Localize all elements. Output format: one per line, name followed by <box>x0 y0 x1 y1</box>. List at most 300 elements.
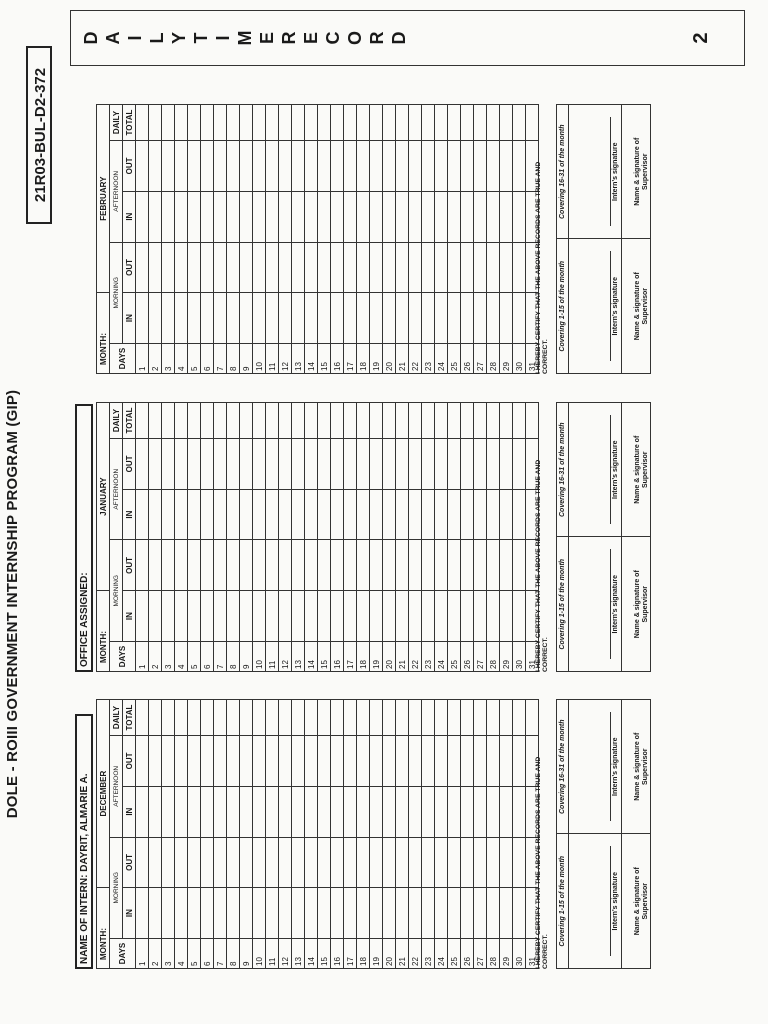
morning-in-cell[interactable] <box>175 591 188 642</box>
morning-out-cell[interactable] <box>292 242 305 293</box>
morning-out-cell[interactable] <box>344 540 357 591</box>
morning-in-cell[interactable] <box>422 591 435 642</box>
afternoon-out-cell[interactable] <box>162 141 175 192</box>
afternoon-in-cell[interactable] <box>136 489 149 540</box>
morning-in-cell[interactable] <box>448 888 461 939</box>
daily-total-cell[interactable] <box>279 403 292 439</box>
morning-in-cell[interactable] <box>188 888 201 939</box>
daily-total-cell[interactable] <box>175 403 188 439</box>
afternoon-out-cell[interactable] <box>383 141 396 192</box>
morning-out-cell[interactable] <box>383 242 396 293</box>
morning-out-cell[interactable] <box>214 837 227 888</box>
morning-in-cell[interactable] <box>513 888 526 939</box>
afternoon-out-cell[interactable] <box>240 141 253 192</box>
daily-total-cell[interactable] <box>435 700 448 736</box>
afternoon-in-cell[interactable] <box>214 489 227 540</box>
afternoon-out-cell[interactable] <box>500 736 513 787</box>
morning-in-cell[interactable] <box>461 293 474 344</box>
afternoon-out-cell[interactable] <box>331 736 344 787</box>
daily-total-cell[interactable] <box>240 105 253 141</box>
morning-in-cell[interactable] <box>500 888 513 939</box>
afternoon-out-cell[interactable] <box>149 439 162 490</box>
afternoon-out-cell[interactable] <box>162 439 175 490</box>
afternoon-in-cell[interactable] <box>149 489 162 540</box>
daily-total-cell[interactable] <box>513 403 526 439</box>
daily-total-cell[interactable] <box>266 105 279 141</box>
morning-out-cell[interactable] <box>201 242 214 293</box>
daily-total-cell[interactable] <box>487 403 500 439</box>
daily-total-cell[interactable] <box>279 700 292 736</box>
afternoon-in-cell[interactable] <box>136 786 149 837</box>
morning-in-cell[interactable] <box>513 293 526 344</box>
morning-out-cell[interactable] <box>162 837 175 888</box>
morning-in-cell[interactable] <box>214 888 227 939</box>
daily-total-cell[interactable] <box>292 105 305 141</box>
morning-out-cell[interactable] <box>383 540 396 591</box>
daily-total-cell[interactable] <box>448 403 461 439</box>
daily-total-cell[interactable] <box>357 403 370 439</box>
morning-out-cell[interactable] <box>461 242 474 293</box>
daily-total-cell[interactable] <box>149 403 162 439</box>
morning-out-cell[interactable] <box>201 837 214 888</box>
afternoon-out-cell[interactable] <box>305 736 318 787</box>
afternoon-out-cell[interactable] <box>435 141 448 192</box>
morning-in-cell[interactable] <box>266 888 279 939</box>
afternoon-in-cell[interactable] <box>149 786 162 837</box>
afternoon-out-cell[interactable] <box>487 439 500 490</box>
afternoon-in-cell[interactable] <box>344 191 357 242</box>
afternoon-out-cell[interactable] <box>487 141 500 192</box>
afternoon-out-cell[interactable] <box>292 736 305 787</box>
afternoon-in-cell[interactable] <box>253 191 266 242</box>
morning-in-cell[interactable] <box>409 591 422 642</box>
afternoon-in-cell[interactable] <box>422 191 435 242</box>
morning-out-cell[interactable] <box>461 540 474 591</box>
afternoon-in-cell[interactable] <box>487 489 500 540</box>
morning-out-cell[interactable] <box>370 242 383 293</box>
morning-in-cell[interactable] <box>279 591 292 642</box>
daily-total-cell[interactable] <box>149 700 162 736</box>
morning-out-cell[interactable] <box>162 242 175 293</box>
afternoon-out-cell[interactable] <box>175 439 188 490</box>
morning-out-cell[interactable] <box>149 242 162 293</box>
morning-in-cell[interactable] <box>474 888 487 939</box>
afternoon-out-cell[interactable] <box>435 736 448 787</box>
afternoon-in-cell[interactable] <box>188 191 201 242</box>
morning-out-cell[interactable] <box>383 837 396 888</box>
afternoon-out-cell[interactable] <box>201 439 214 490</box>
morning-in-cell[interactable] <box>357 591 370 642</box>
afternoon-out-cell[interactable] <box>292 141 305 192</box>
daily-total-cell[interactable] <box>136 105 149 141</box>
daily-total-cell[interactable] <box>422 700 435 736</box>
morning-out-cell[interactable] <box>240 540 253 591</box>
afternoon-out-cell[interactable] <box>422 736 435 787</box>
afternoon-in-cell[interactable] <box>175 786 188 837</box>
morning-out-cell[interactable] <box>266 540 279 591</box>
intern-signature-box[interactable] <box>569 834 622 969</box>
supervisor-signature-box[interactable] <box>622 834 651 969</box>
afternoon-out-cell[interactable] <box>227 439 240 490</box>
daily-total-cell[interactable] <box>513 105 526 141</box>
morning-out-cell[interactable] <box>513 837 526 888</box>
daily-total-cell[interactable] <box>240 700 253 736</box>
afternoon-out-cell[interactable] <box>253 439 266 490</box>
afternoon-out-cell[interactable] <box>305 439 318 490</box>
afternoon-in-cell[interactable] <box>227 786 240 837</box>
afternoon-in-cell[interactable] <box>331 489 344 540</box>
afternoon-in-cell[interactable] <box>357 191 370 242</box>
daily-total-cell[interactable] <box>500 105 513 141</box>
morning-out-cell[interactable] <box>214 242 227 293</box>
afternoon-out-cell[interactable] <box>461 141 474 192</box>
daily-total-cell[interactable] <box>214 105 227 141</box>
afternoon-out-cell[interactable] <box>383 736 396 787</box>
afternoon-in-cell[interactable] <box>409 786 422 837</box>
afternoon-out-cell[interactable] <box>461 736 474 787</box>
morning-out-cell[interactable] <box>292 540 305 591</box>
morning-in-cell[interactable] <box>279 888 292 939</box>
daily-total-cell[interactable] <box>227 403 240 439</box>
morning-in-cell[interactable] <box>435 293 448 344</box>
afternoon-in-cell[interactable] <box>357 786 370 837</box>
morning-out-cell[interactable] <box>240 837 253 888</box>
morning-in-cell[interactable] <box>240 888 253 939</box>
morning-in-cell[interactable] <box>305 293 318 344</box>
afternoon-out-cell[interactable] <box>188 439 201 490</box>
afternoon-out-cell[interactable] <box>266 736 279 787</box>
afternoon-in-cell[interactable] <box>422 786 435 837</box>
morning-in-cell[interactable] <box>292 293 305 344</box>
afternoon-out-cell[interactable] <box>253 141 266 192</box>
morning-in-cell[interactable] <box>461 888 474 939</box>
afternoon-in-cell[interactable] <box>448 489 461 540</box>
daily-total-cell[interactable] <box>240 403 253 439</box>
morning-out-cell[interactable] <box>461 837 474 888</box>
afternoon-in-cell[interactable] <box>344 489 357 540</box>
intern-signature-box[interactable] <box>569 239 622 374</box>
morning-out-cell[interactable] <box>279 242 292 293</box>
morning-out-cell[interactable] <box>279 837 292 888</box>
morning-in-cell[interactable] <box>383 591 396 642</box>
supervisor-signature-box[interactable] <box>622 105 651 240</box>
morning-in-cell[interactable] <box>149 888 162 939</box>
morning-out-cell[interactable] <box>279 540 292 591</box>
daily-total-cell[interactable] <box>305 700 318 736</box>
morning-in-cell[interactable] <box>188 591 201 642</box>
morning-in-cell[interactable] <box>136 888 149 939</box>
afternoon-in-cell[interactable] <box>292 786 305 837</box>
afternoon-in-cell[interactable] <box>318 191 331 242</box>
morning-in-cell[interactable] <box>227 888 240 939</box>
daily-total-cell[interactable] <box>318 105 331 141</box>
afternoon-out-cell[interactable] <box>227 736 240 787</box>
afternoon-in-cell[interactable] <box>331 786 344 837</box>
morning-out-cell[interactable] <box>162 540 175 591</box>
daily-total-cell[interactable] <box>396 700 409 736</box>
morning-in-cell[interactable] <box>240 293 253 344</box>
daily-total-cell[interactable] <box>188 403 201 439</box>
morning-in-cell[interactable] <box>370 888 383 939</box>
afternoon-in-cell[interactable] <box>175 489 188 540</box>
supervisor-signature-box[interactable] <box>622 403 651 538</box>
afternoon-in-cell[interactable] <box>240 489 253 540</box>
morning-in-cell[interactable] <box>318 888 331 939</box>
morning-in-cell[interactable] <box>409 293 422 344</box>
morning-out-cell[interactable] <box>214 540 227 591</box>
afternoon-out-cell[interactable] <box>279 439 292 490</box>
morning-in-cell[interactable] <box>175 293 188 344</box>
morning-in-cell[interactable] <box>396 591 409 642</box>
morning-in-cell[interactable] <box>136 293 149 344</box>
morning-out-cell[interactable] <box>370 540 383 591</box>
afternoon-in-cell[interactable] <box>448 191 461 242</box>
daily-total-cell[interactable] <box>201 403 214 439</box>
afternoon-in-cell[interactable] <box>370 191 383 242</box>
afternoon-out-cell[interactable] <box>188 141 201 192</box>
daily-total-cell[interactable] <box>227 700 240 736</box>
morning-out-cell[interactable] <box>422 242 435 293</box>
morning-out-cell[interactable] <box>409 837 422 888</box>
afternoon-in-cell[interactable] <box>279 786 292 837</box>
afternoon-in-cell[interactable] <box>240 786 253 837</box>
afternoon-out-cell[interactable] <box>396 736 409 787</box>
morning-in-cell[interactable] <box>344 591 357 642</box>
daily-total-cell[interactable] <box>409 700 422 736</box>
afternoon-in-cell[interactable] <box>201 191 214 242</box>
afternoon-in-cell[interactable] <box>201 489 214 540</box>
afternoon-in-cell[interactable] <box>383 786 396 837</box>
daily-total-cell[interactable] <box>331 105 344 141</box>
afternoon-out-cell[interactable] <box>409 141 422 192</box>
afternoon-out-cell[interactable] <box>253 736 266 787</box>
afternoon-in-cell[interactable] <box>422 489 435 540</box>
afternoon-in-cell[interactable] <box>266 489 279 540</box>
afternoon-in-cell[interactable] <box>305 191 318 242</box>
morning-out-cell[interactable] <box>435 837 448 888</box>
afternoon-out-cell[interactable] <box>474 439 487 490</box>
afternoon-out-cell[interactable] <box>227 141 240 192</box>
afternoon-in-cell[interactable] <box>175 191 188 242</box>
morning-in-cell[interactable] <box>188 293 201 344</box>
afternoon-in-cell[interactable] <box>136 191 149 242</box>
afternoon-in-cell[interactable] <box>435 191 448 242</box>
daily-total-cell[interactable] <box>526 700 539 736</box>
afternoon-in-cell[interactable] <box>227 489 240 540</box>
morning-out-cell[interactable] <box>292 837 305 888</box>
morning-out-cell[interactable] <box>396 242 409 293</box>
morning-in-cell[interactable] <box>266 293 279 344</box>
morning-in-cell[interactable] <box>396 293 409 344</box>
daily-total-cell[interactable] <box>435 403 448 439</box>
morning-in-cell[interactable] <box>383 293 396 344</box>
morning-out-cell[interactable] <box>253 837 266 888</box>
morning-in-cell[interactable] <box>175 888 188 939</box>
morning-out-cell[interactable] <box>448 540 461 591</box>
daily-total-cell[interactable] <box>513 700 526 736</box>
morning-in-cell[interactable] <box>409 888 422 939</box>
afternoon-in-cell[interactable] <box>396 489 409 540</box>
afternoon-out-cell[interactable] <box>331 141 344 192</box>
morning-in-cell[interactable] <box>149 293 162 344</box>
morning-out-cell[interactable] <box>422 540 435 591</box>
daily-total-cell[interactable] <box>474 700 487 736</box>
morning-in-cell[interactable] <box>448 293 461 344</box>
morning-in-cell[interactable] <box>201 888 214 939</box>
afternoon-in-cell[interactable] <box>500 786 513 837</box>
morning-out-cell[interactable] <box>474 540 487 591</box>
afternoon-out-cell[interactable] <box>409 736 422 787</box>
daily-total-cell[interactable] <box>136 700 149 736</box>
afternoon-out-cell[interactable] <box>136 439 149 490</box>
afternoon-in-cell[interactable] <box>253 786 266 837</box>
afternoon-out-cell[interactable] <box>448 141 461 192</box>
afternoon-out-cell[interactable] <box>383 439 396 490</box>
supervisor-signature-box[interactable] <box>622 537 651 672</box>
intern-signature-box[interactable] <box>569 105 622 240</box>
morning-out-cell[interactable] <box>500 242 513 293</box>
afternoon-in-cell[interactable] <box>513 191 526 242</box>
morning-out-cell[interactable] <box>396 540 409 591</box>
morning-in-cell[interactable] <box>136 591 149 642</box>
afternoon-in-cell[interactable] <box>344 786 357 837</box>
afternoon-out-cell[interactable] <box>474 141 487 192</box>
afternoon-out-cell[interactable] <box>201 736 214 787</box>
morning-in-cell[interactable] <box>331 888 344 939</box>
daily-total-cell[interactable] <box>253 105 266 141</box>
morning-in-cell[interactable] <box>201 591 214 642</box>
afternoon-out-cell[interactable] <box>357 736 370 787</box>
afternoon-out-cell[interactable] <box>175 141 188 192</box>
afternoon-in-cell[interactable] <box>201 786 214 837</box>
afternoon-in-cell[interactable] <box>396 786 409 837</box>
supervisor-signature-box[interactable] <box>622 239 651 374</box>
afternoon-in-cell[interactable] <box>279 489 292 540</box>
morning-out-cell[interactable] <box>266 837 279 888</box>
daily-total-cell[interactable] <box>175 700 188 736</box>
daily-total-cell[interactable] <box>344 700 357 736</box>
daily-total-cell[interactable] <box>266 403 279 439</box>
afternoon-in-cell[interactable] <box>188 786 201 837</box>
morning-out-cell[interactable] <box>188 242 201 293</box>
afternoon-out-cell[interactable] <box>474 736 487 787</box>
afternoon-in-cell[interactable] <box>162 786 175 837</box>
morning-out-cell[interactable] <box>227 540 240 591</box>
morning-in-cell[interactable] <box>279 293 292 344</box>
morning-out-cell[interactable] <box>344 242 357 293</box>
daily-total-cell[interactable] <box>383 403 396 439</box>
morning-in-cell[interactable] <box>344 293 357 344</box>
intern-signature-box[interactable] <box>569 700 622 835</box>
morning-in-cell[interactable] <box>292 888 305 939</box>
daily-total-cell[interactable] <box>526 105 539 141</box>
morning-out-cell[interactable] <box>357 242 370 293</box>
afternoon-in-cell[interactable] <box>500 191 513 242</box>
daily-total-cell[interactable] <box>162 700 175 736</box>
afternoon-out-cell[interactable] <box>305 141 318 192</box>
afternoon-out-cell[interactable] <box>409 439 422 490</box>
morning-out-cell[interactable] <box>305 837 318 888</box>
daily-total-cell[interactable] <box>461 403 474 439</box>
morning-out-cell[interactable] <box>136 242 149 293</box>
daily-total-cell[interactable] <box>149 105 162 141</box>
morning-out-cell[interactable] <box>435 540 448 591</box>
daily-total-cell[interactable] <box>500 403 513 439</box>
morning-in-cell[interactable] <box>227 293 240 344</box>
morning-in-cell[interactable] <box>305 591 318 642</box>
morning-out-cell[interactable] <box>227 242 240 293</box>
daily-total-cell[interactable] <box>227 105 240 141</box>
daily-total-cell[interactable] <box>422 105 435 141</box>
afternoon-in-cell[interactable] <box>500 489 513 540</box>
afternoon-in-cell[interactable] <box>370 786 383 837</box>
morning-in-cell[interactable] <box>162 293 175 344</box>
morning-out-cell[interactable] <box>136 540 149 591</box>
morning-out-cell[interactable] <box>136 837 149 888</box>
morning-out-cell[interactable] <box>201 540 214 591</box>
morning-out-cell[interactable] <box>487 837 500 888</box>
morning-out-cell[interactable] <box>318 540 331 591</box>
afternoon-in-cell[interactable] <box>240 191 253 242</box>
daily-total-cell[interactable] <box>305 403 318 439</box>
morning-out-cell[interactable] <box>357 540 370 591</box>
morning-out-cell[interactable] <box>487 242 500 293</box>
daily-total-cell[interactable] <box>292 700 305 736</box>
morning-out-cell[interactable] <box>240 242 253 293</box>
daily-total-cell[interactable] <box>383 105 396 141</box>
afternoon-in-cell[interactable] <box>214 786 227 837</box>
daily-total-cell[interactable] <box>370 105 383 141</box>
afternoon-out-cell[interactable] <box>188 736 201 787</box>
daily-total-cell[interactable] <box>136 403 149 439</box>
morning-out-cell[interactable] <box>513 540 526 591</box>
afternoon-in-cell[interactable] <box>461 489 474 540</box>
daily-total-cell[interactable] <box>279 105 292 141</box>
afternoon-in-cell[interactable] <box>305 489 318 540</box>
afternoon-in-cell[interactable] <box>383 489 396 540</box>
morning-out-cell[interactable] <box>357 837 370 888</box>
daily-total-cell[interactable] <box>487 700 500 736</box>
afternoon-out-cell[interactable] <box>396 141 409 192</box>
morning-in-cell[interactable] <box>344 888 357 939</box>
afternoon-in-cell[interactable] <box>318 786 331 837</box>
afternoon-out-cell[interactable] <box>487 736 500 787</box>
daily-total-cell[interactable] <box>383 700 396 736</box>
daily-total-cell[interactable] <box>344 403 357 439</box>
afternoon-in-cell[interactable] <box>513 489 526 540</box>
daily-total-cell[interactable] <box>448 105 461 141</box>
afternoon-in-cell[interactable] <box>331 191 344 242</box>
afternoon-out-cell[interactable] <box>136 736 149 787</box>
morning-out-cell[interactable] <box>253 242 266 293</box>
afternoon-out-cell[interactable] <box>149 141 162 192</box>
morning-in-cell[interactable] <box>149 591 162 642</box>
afternoon-in-cell[interactable] <box>318 489 331 540</box>
morning-in-cell[interactable] <box>422 888 435 939</box>
morning-in-cell[interactable] <box>253 591 266 642</box>
daily-total-cell[interactable] <box>201 700 214 736</box>
morning-out-cell[interactable] <box>331 837 344 888</box>
daily-total-cell[interactable] <box>396 403 409 439</box>
morning-out-cell[interactable] <box>149 540 162 591</box>
afternoon-out-cell[interactable] <box>214 141 227 192</box>
daily-total-cell[interactable] <box>201 105 214 141</box>
morning-out-cell[interactable] <box>318 837 331 888</box>
daily-total-cell[interactable] <box>188 700 201 736</box>
daily-total-cell[interactable] <box>318 403 331 439</box>
daily-total-cell[interactable] <box>396 105 409 141</box>
afternoon-in-cell[interactable] <box>435 489 448 540</box>
